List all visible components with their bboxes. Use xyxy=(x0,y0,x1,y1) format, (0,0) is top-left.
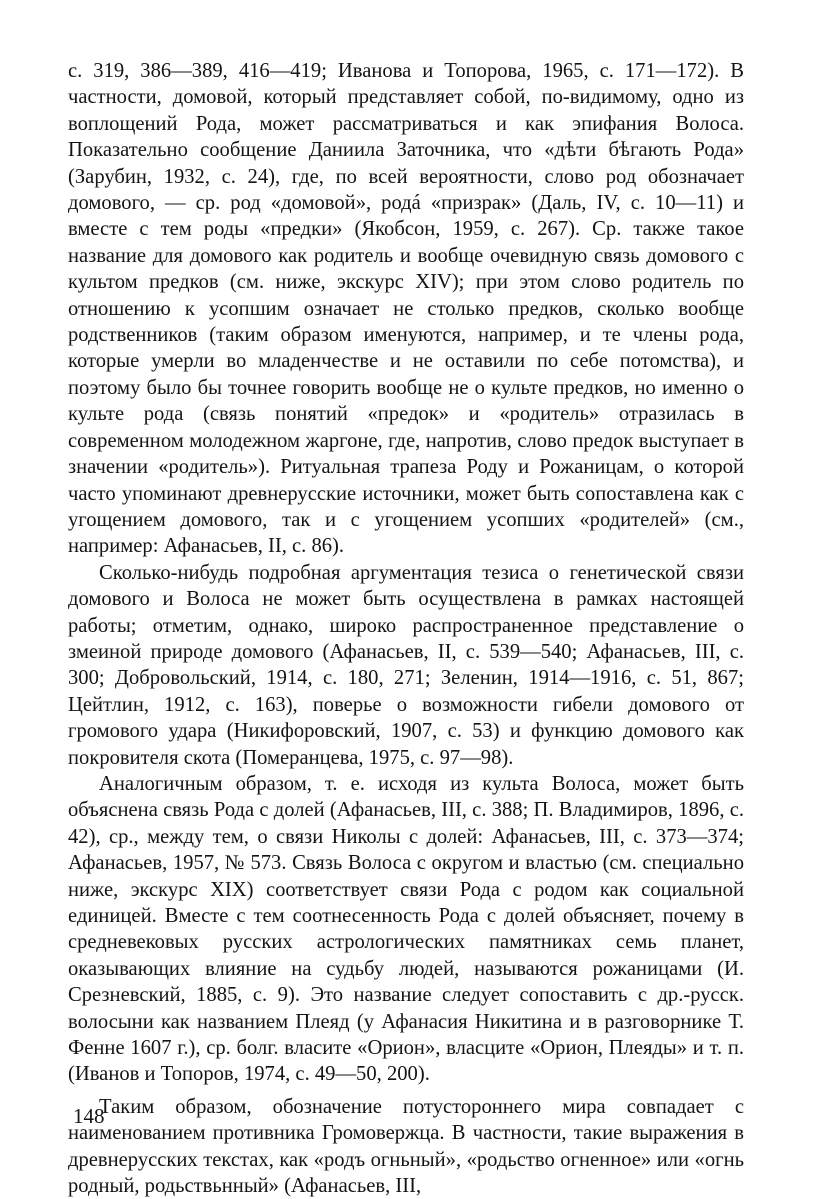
paragraph-3: Аналогичным образом, т. е. исходя из культа Волоса, может быть объяснена связь Рода с долей (Афанасьев, III, с. 388; П. Владимиров, 1896, с. 42), ср., между тем, о связи Николы с долей: Афанасьев, III, с. 373—374; Афанасьев, 1957, № 573. Связь Волоса с округом и властью (см. специально ниже, экскурс XIX) соответствует связи Рода с родом как социальной единицей. Вместе с тем соотнесенность Рода с долей объясняет, почему в средневековых русских астрологических памятниках семь планет, оказывающих влияние на судьбу людей, называются рожаницами (И. Срезневский, 1885, с. 9). Это название следует сопоставить с др.-русск. волосыни как названием Плеяд (у Афанасия Никитина и в разговорнике Т. Фенне 1607 г.), ср. болг. власите «Орион», власците «Орион, Плеяды» и т. п. (Иванов и Топоров, 1974, с. 49—50, 200). xyxy=(68,772,744,1086)
paragraph-2: Сколько-нибудь подробная аргументация тезиса о генетической связи домового и Волоса не может быть осуществлена в рамках настоящей работы; отметим, однако, широко распространенное представление о змеиной природе домового (Афанасьев, II, с. 539—540; Афанасьев, III, с. 300; Добровольский, 1914, с. 180, 271; Зеленин, 1914—1916, с. 51, 867; Цейтлин, 1912, с. 163), поверье о возможности гибели домового от громового удара (Никифоровский, 1907, с. 53) и функцию домового как покровителя скота (Померанцева, 1975, с. 97—98). xyxy=(68,561,744,769)
paragraph-4: Таким образом, обозначение потустороннего мира совпадает с наименованием противника Громовержца. В частности, такие выражения в древнерусских текстах, как «родъ огньный», «родьство огненное» или «огнь родный, родьствьнный» (Афанасьев, III, xyxy=(68,1095,744,1198)
page-text xyxy=(68,58,744,1199)
page-number: 148 xyxy=(73,1104,105,1128)
paragraph-1: с. 319, 386—389, 416—419; Иванова и Топорова, 1965, с. 171—172). В частности, домовой, который представляет собой, по-видимому, одно из воплощений Рода, может рассматриваться и как эпифания Волоса. Показательно сообщение Даниила Заточника, что «дѣти бѣгають Рода» (Зарубин, 1932, с. 24), где, по всей вероятности, слово род обозначает домового, — ср. род «домовой», родá «призрак» (Даль, IV, с. 10—11) и вместе с тем роды «предки» (Якобсон, 1959, с. 267). Ср. также такое название для домового как родитель и вообще очевидную связь домового с культом предков (см. ниже, экскурс XIV); при этом слово родитель по отношению к усопшим означает не столько предков, сколько вообще родственников (таким образом именуются, например, и те члены рода, которые умерли во младенчестве и не оставили по себе потомства), и поэтому было бы точнее говорить вообще не о культе предков, но именно о культе рода (связь понятий «предок» и «родитель» отразилась в современном молодежном жаргоне, где, напротив, слово предок выступает в значении «родитель»). Ритуальная трапеза Роду и Рожаницам, о которой часто упоминают древнерусские источники, может быть сопоставлена как с угощением домового, так и с угощением усопших «родителей» (см., например: Афанасьев, II, с. 86). xyxy=(68,60,744,558)
